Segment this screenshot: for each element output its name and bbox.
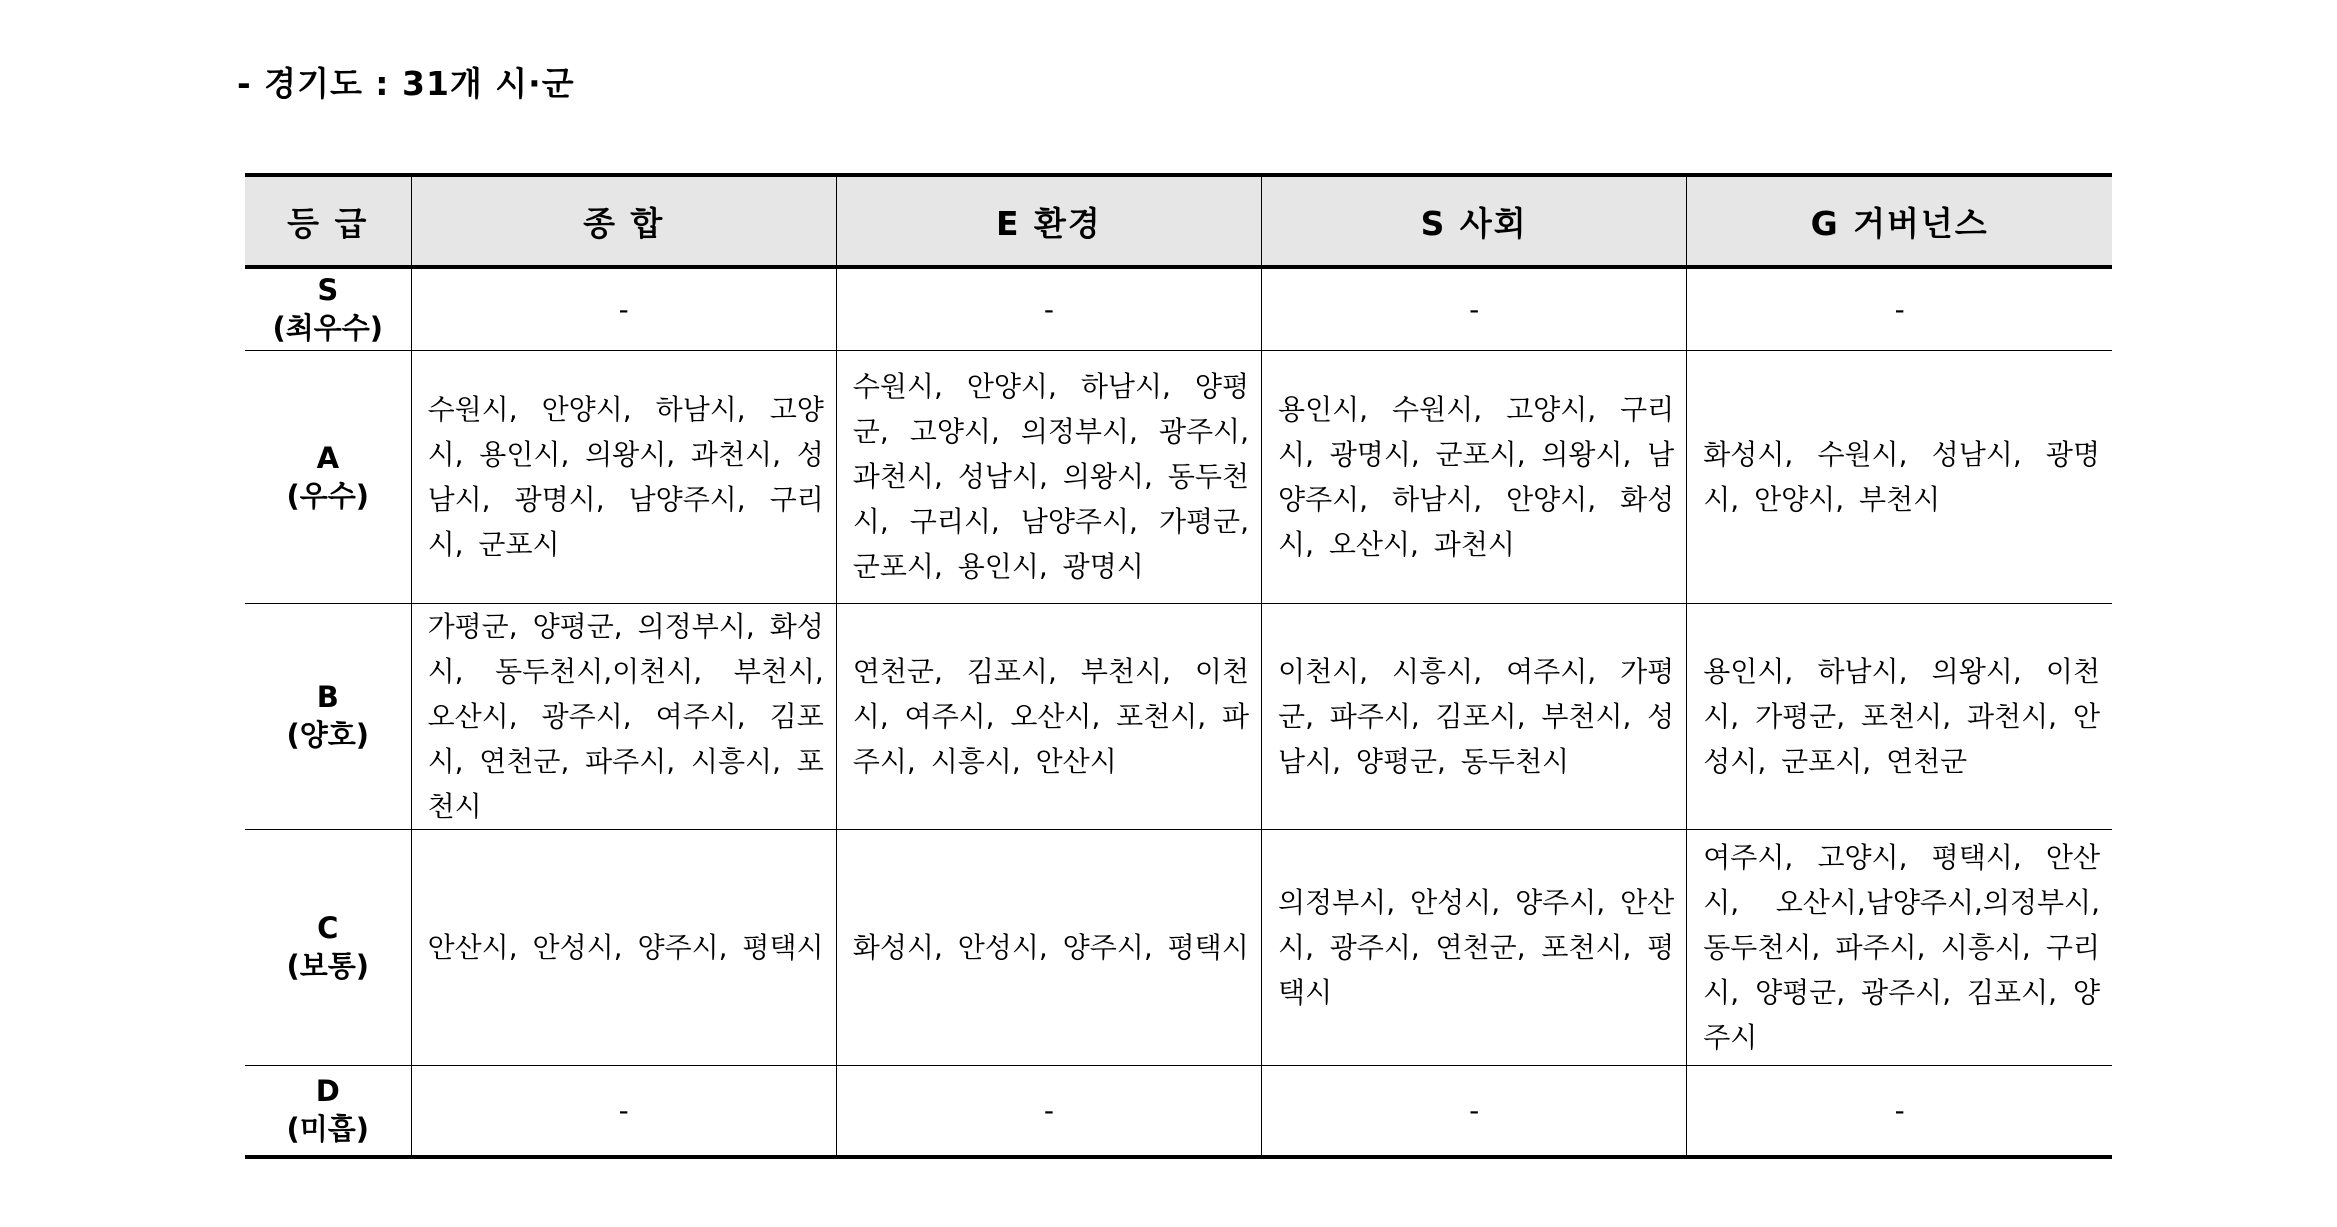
governance-cell: 여주시, 고양시, 평택시, 안산시, 오산시,남양주시,의정부시,동두천시, 파주시, 시흥시, 구리시, 양평군, 광주시, 김포시, 양주시	[1687, 829, 2112, 1065]
social-cell: 용인시, 수원시, 고양시, 구리시, 광명시, 군포시, 의왕시, 남양주시, 하남시, 안양시, 화성시, 오산시, 과천시	[1262, 350, 1687, 603]
table-row-grade-d	[245, 1065, 2112, 1157]
env-cell: 화성시, 안성시, 양주시, 평택시	[836, 829, 1261, 1065]
header-social: S 사회	[1262, 175, 1687, 267]
table-row-grade-c	[245, 829, 2112, 1065]
grade-cell	[245, 1065, 411, 1157]
social-cell: 의정부시, 안성시, 양주시, 안산시, 광주시, 연천군, 포천시, 평택시	[1262, 829, 1687, 1065]
grade-letter: C	[317, 911, 339, 945]
table-row-grade-a	[245, 350, 2112, 603]
section-heading: - 경기도 : 31개 시·군	[237, 64, 575, 103]
grade-label: (미흡)	[286, 1112, 370, 1147]
table-header-row	[245, 175, 2112, 267]
governance-cell: 화성시, 수원시, 성남시, 광명시, 안양시, 부천시	[1687, 350, 2112, 603]
table-row-grade-b	[245, 603, 2112, 829]
env-cell: 연천군, 김포시, 부천시, 이천시, 여주시, 오산시, 포천시, 파주시, 시흥시, 안산시	[836, 603, 1261, 829]
grade-label: (최우수)	[272, 311, 384, 346]
governance-cell: -	[1687, 267, 2112, 350]
social-cell: -	[1262, 1065, 1687, 1157]
total-cell: 안산시, 안성시, 양주시, 평택시	[411, 829, 836, 1065]
env-cell: -	[836, 267, 1261, 350]
header-grade: 등 급	[245, 175, 411, 267]
total-cell: -	[411, 1065, 836, 1157]
governance-cell: -	[1687, 1065, 2112, 1157]
grade-cell	[245, 350, 411, 603]
table-row-grade-s	[245, 267, 2112, 350]
grade-label: (우수)	[286, 478, 370, 513]
social-cell: 이천시, 시흥시, 여주시, 가평군, 파주시, 김포시, 부천시, 성남시, 양평군, 동두천시	[1262, 603, 1687, 829]
grade-label: (양호)	[286, 718, 370, 752]
env-cell: -	[836, 1065, 1261, 1157]
grade-letter: D	[315, 1074, 340, 1109]
grade-letter: A	[316, 440, 340, 475]
grade-letter: B	[316, 680, 339, 714]
header-environment: E 환경	[836, 175, 1261, 267]
social-cell: -	[1262, 267, 1687, 350]
esg-grade-table	[245, 173, 2112, 1159]
grade-cell	[245, 829, 411, 1065]
header-governance: G 거버넌스	[1687, 175, 2112, 267]
governance-cell: 용인시, 하남시, 의왕시, 이천시, 가평군, 포천시, 과천시, 안성시, 군포시, 연천군	[1687, 603, 2112, 829]
grade-letter: S	[317, 273, 339, 308]
grade-cell	[245, 603, 411, 829]
env-cell: 수원시, 안양시, 하남시, 양평군, 고양시, 의정부시, 광주시, 과천시, 성남시, 의왕시, 동두천시, 구리시, 남양주시, 가평군, 군포시, 용인시, 광명시	[836, 350, 1261, 603]
grade-cell	[245, 267, 411, 350]
grade-label: (보통)	[286, 949, 370, 983]
total-cell: 수원시, 안양시, 하남시, 고양시, 용인시, 의왕시, 과천시, 성남시, 광명시, 남양주시, 구리시, 군포시	[411, 350, 836, 603]
total-cell: 가평군, 양평군, 의정부시, 화성시, 동두천시,이천시, 부천시, 오산시, 광주시, 여주시, 김포시, 연천군, 파주시, 시흥시, 포천시	[411, 603, 836, 829]
header-total: 종 합	[411, 175, 836, 267]
total-cell: -	[411, 267, 836, 350]
